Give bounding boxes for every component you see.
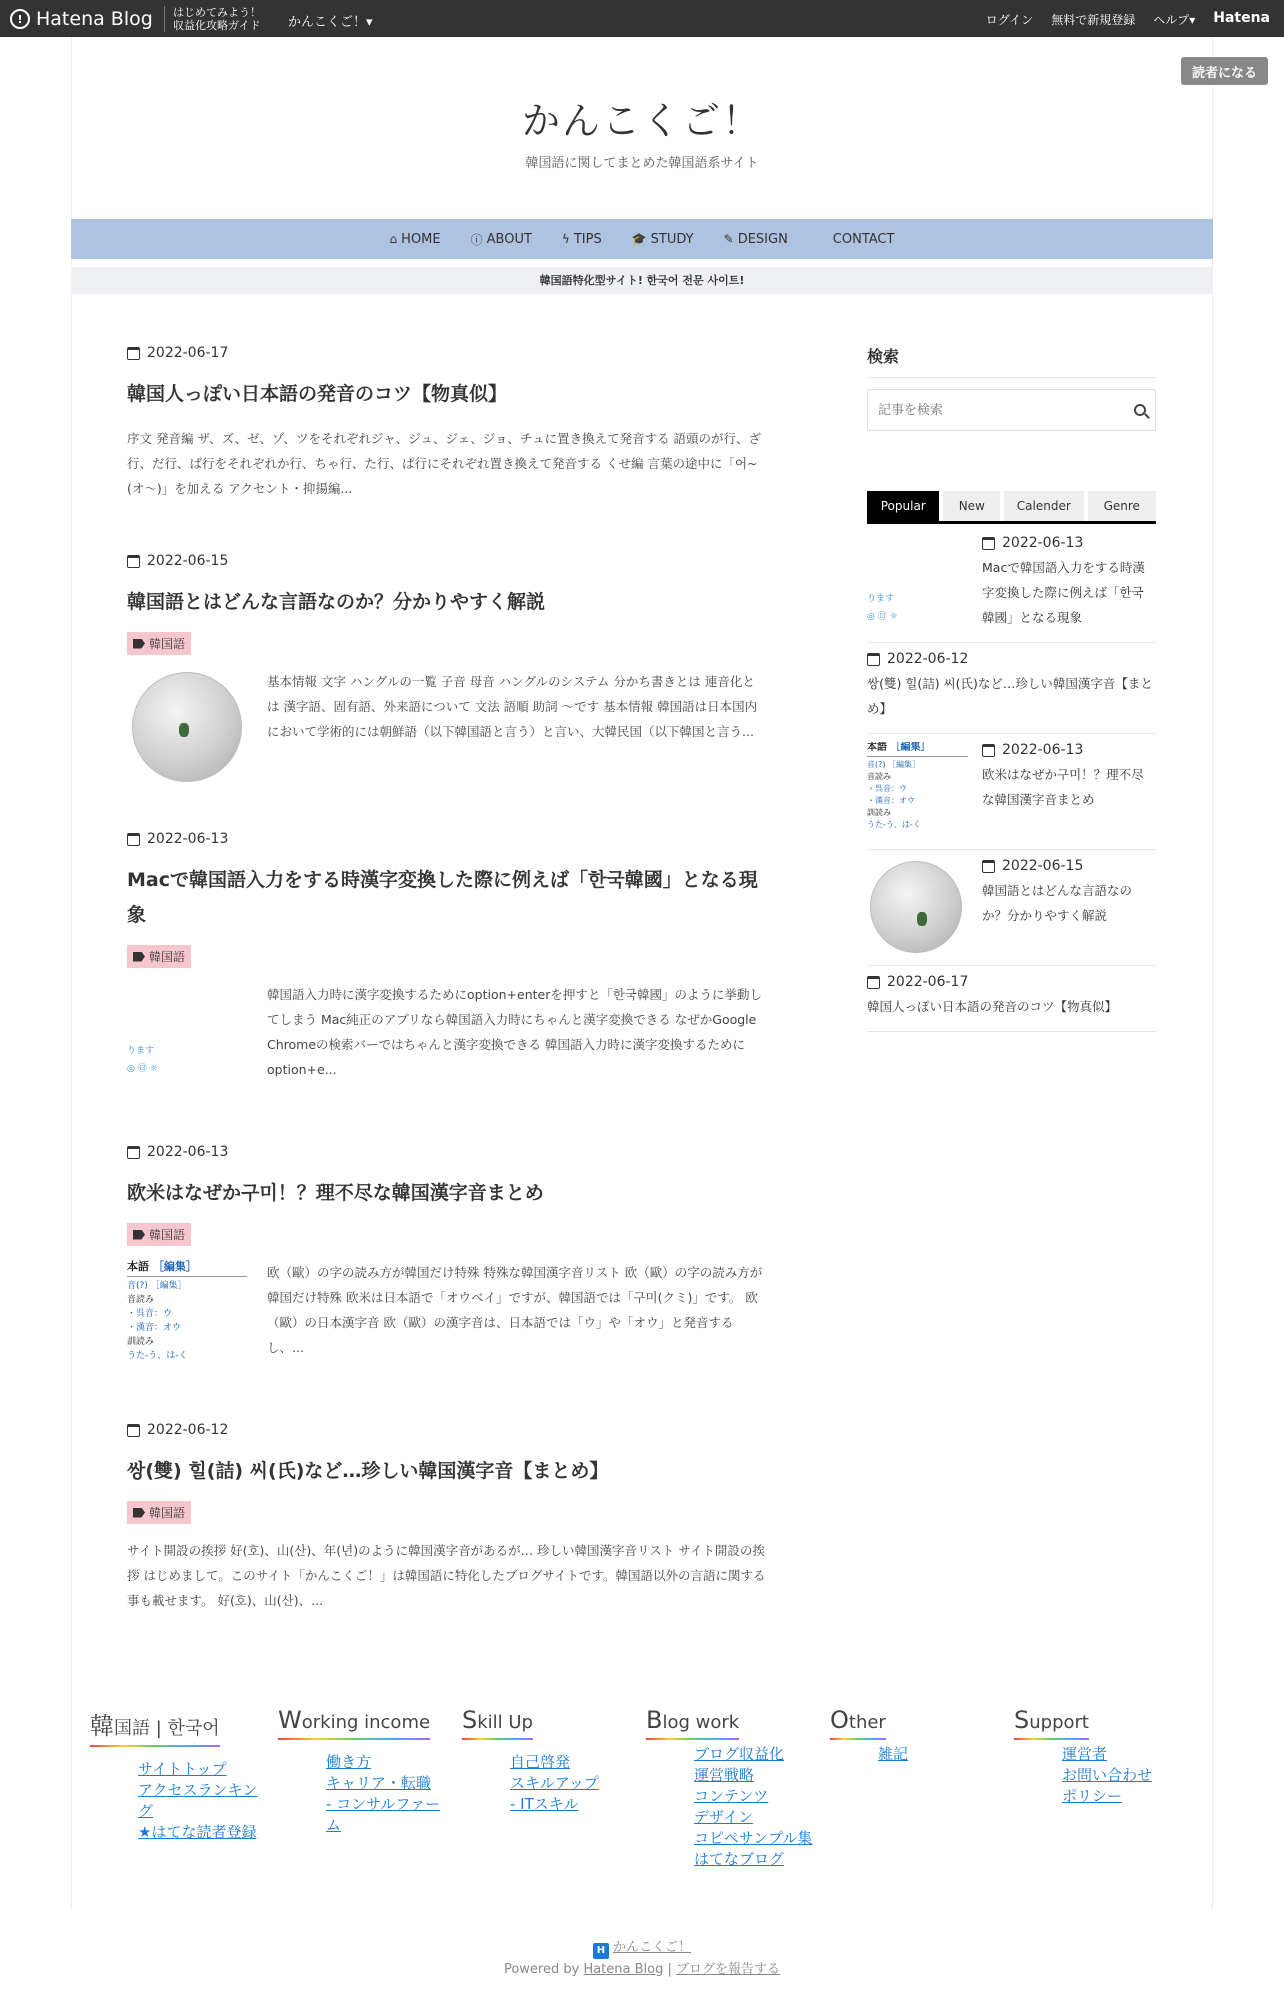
footer-link[interactable]: 運営者 — [1062, 1745, 1108, 1763]
entry-date-text: 2022-06-13 — [147, 831, 229, 847]
calendar-icon — [867, 653, 880, 666]
blog-description: 韓国語に関してまとめた韓国語系サイト — [525, 156, 759, 171]
footer-col-blog-work — [646, 1706, 816, 1870]
nav-design-label: DESIGN — [737, 231, 788, 247]
footer-col-korean — [90, 1706, 260, 1843]
heading-initial: S — [1014, 1706, 1030, 1734]
footer-link[interactable]: 運営戦略 — [694, 1766, 755, 1784]
article-entry — [127, 831, 767, 1092]
popular-date — [867, 651, 1156, 667]
popular-title[interactable]: 韓国語とはどんな言語なのか？分かりやすく解説 — [982, 883, 1133, 923]
home-icon: ⌂ — [389, 232, 398, 246]
popular-list — [867, 527, 1156, 1032]
entry-title[interactable]: 韓国語とはどんな言語なのか？分かりやすく解説 — [127, 591, 546, 613]
entry-date — [127, 831, 767, 847]
footer-blog-link[interactable]: かんこくご！ — [613, 1940, 692, 1955]
guide-line-1: はじめてみよう！ — [173, 6, 261, 19]
search-icon — [1134, 404, 1146, 416]
category-tag[interactable] — [127, 1501, 191, 1524]
thumb-icons: ◎ ⑬ ☼ — [867, 612, 898, 622]
tag-icon — [133, 952, 145, 962]
nav-study-label: STUDY — [650, 231, 694, 247]
heading-rest: kill Up — [477, 1712, 533, 1733]
thumb-icons: ◎ ⑬ ☼ — [127, 1064, 158, 1074]
nav-about-label: ABOUT — [486, 231, 532, 247]
kanji-line: 音(?) ［編集］ — [127, 1281, 187, 1291]
globe-map-image — [870, 861, 962, 953]
entry-date — [127, 1422, 767, 1438]
calendar-icon — [867, 976, 880, 989]
article-entry — [127, 553, 767, 779]
popular-date-text: 2022-06-13 — [1002, 742, 1084, 758]
nav-study[interactable] — [617, 232, 709, 247]
entry-date — [127, 1144, 767, 1160]
footer-link[interactable]: デザイン — [694, 1808, 753, 1826]
heading-rest: log work — [662, 1712, 740, 1733]
entry-date-text: 2022-06-15 — [147, 553, 229, 569]
popular-date-text: 2022-06-15 — [1002, 858, 1084, 874]
entry-title[interactable]: 欧米はなぜか구미！？理不尽な韓国漢字音まとめ — [127, 1182, 544, 1204]
footer-heading — [90, 1706, 220, 1747]
category-tag-label: 韓国語 — [149, 637, 186, 651]
popular-title[interactable]: 韓国人っぽい日本語の発音のコツ【物真似】 — [867, 999, 1118, 1014]
popular-title[interactable]: 欧米はなぜか구미！？理不尽な韓国漢字音まとめ — [982, 767, 1144, 807]
subscribe-button[interactable]: 読者になる — [1181, 57, 1268, 85]
kanji-line: 訓読み — [127, 1337, 155, 1347]
entry-thumbnail[interactable] — [127, 669, 247, 779]
popular-thumbnail — [867, 858, 968, 953]
hatena-blog-logo-text: Hatena Blog — [36, 8, 153, 30]
popular-item[interactable] — [867, 527, 1156, 643]
footer-col-support — [1014, 1706, 1184, 1807]
footer-separator: | — [667, 1962, 672, 1977]
guide-line-2: 収益化攻略ガイド — [173, 19, 261, 32]
thumb-caption: ります — [867, 594, 895, 604]
kanji-doc-thumbnail — [127, 1260, 247, 1363]
popular-date — [982, 858, 1156, 874]
kanji-edit: ［編集］ — [152, 1260, 197, 1273]
entry-thumbnail[interactable] — [127, 982, 247, 1092]
nav-design[interactable] — [709, 232, 803, 247]
hatena-global-header — [0, 0, 1284, 37]
entry-summary: 序文 発音編 ザ、ズ、ゼ、ゾ、ツをそれぞれジャ、ジュ、ジェ、ジョ、チュに置き換えて発音する 語頭のが行、ざ行、だ行、ば行をそれぞれか行、ちゃ行、た行、ぱ行にそれぞれ置き換えて発音する くせ編 言葉の途中に「어~(オ〜)」を加える アクセント・抑揚編... — [127, 431, 762, 496]
article-entry — [127, 1144, 767, 1370]
entry-date — [127, 553, 767, 569]
footer-link[interactable]: - コンサルファーム — [326, 1795, 441, 1834]
heading-rest: 国語 | 한국어 — [114, 1718, 220, 1739]
article-entry — [127, 345, 767, 501]
calendar-icon — [127, 555, 140, 568]
kanji-line: うた-う、は-く — [867, 820, 921, 829]
footer-heading — [646, 1706, 739, 1740]
popular-item[interactable] — [867, 734, 1156, 850]
calendar-icon — [127, 833, 140, 846]
help-dropdown[interactable]: ヘルプ▾ — [1153, 13, 1196, 27]
tag-icon — [133, 639, 145, 649]
entry-date-text: 2022-06-12 — [147, 1422, 229, 1438]
footer-link[interactable]: はてなブログ — [694, 1850, 785, 1868]
report-blog-link[interactable]: ブログを報告する — [676, 1962, 781, 1977]
entry-summary: 欧（歐）の字の読み方が韓国だけ特殊 特殊な韓国漢字音リスト 欧（歐）の字の読み方が韓国だけ特殊 欧米は日本語で「オウベイ」ですが、韓国語では「구미(クミ)」です。 欧（歐）の日本漢字音 欧（歐）の漢字音は、日本語では「ウ」や「オウ」と発音するし、... — [267, 1265, 763, 1355]
popular-date — [867, 974, 1156, 990]
entry-summary: 韓国語入力時に漢字変換するためにoption+enterを押すと「한국韓國」のように挙動してしまう Mac純正のアプリなら韓国語入力時にちゃんと漢字変換できる なぜかGoogle Chromeの検索バーではちゃんと漢字変換できる 韓国語入力時に漢字変換するためにoption+e... — [267, 987, 762, 1077]
nav-tips-label: TIPS — [573, 231, 602, 247]
search-input[interactable] — [868, 390, 1125, 430]
login-link[interactable]: ログイン — [985, 13, 1034, 27]
footer-link[interactable]: キャリア・転職 — [326, 1774, 432, 1792]
hatena-blog-logo[interactable] — [10, 8, 153, 30]
bolt-icon: ϟ — [561, 232, 570, 246]
footer-heading — [1014, 1706, 1089, 1740]
blog-title[interactable]: かんこくご！ — [521, 99, 762, 143]
nav-home[interactable] — [375, 232, 456, 247]
search-heading: 検索 — [867, 344, 1156, 378]
screenshot-thumbnail — [867, 590, 898, 626]
article-entry — [127, 1422, 767, 1613]
kanji-head: 本語 — [127, 1260, 149, 1273]
tab-new[interactable]: New — [943, 491, 1000, 521]
heading-rest: ther — [848, 1712, 886, 1733]
footer-link[interactable]: 自己啓発 — [510, 1753, 571, 1771]
kanji-line: 音(?) ［編集］ — [867, 760, 921, 769]
thumb-caption: ります — [127, 1046, 155, 1056]
heading-rest: upport — [1029, 1712, 1089, 1733]
footer-col-skill-up — [462, 1706, 632, 1815]
popular-title[interactable]: Macで韓国語入力をする時漢字変換した際に例えば「한국韓國」となる現象 — [982, 560, 1145, 625]
category-tag[interactable] — [127, 945, 191, 968]
heading-initial: 韓 — [90, 1712, 114, 1740]
category-tag[interactable] — [127, 632, 191, 655]
nav-home-label: HOME — [401, 231, 441, 247]
popular-item[interactable] — [867, 643, 1156, 734]
footer-link[interactable]: - ITスキル — [510, 1795, 579, 1813]
popular-date-text: 2022-06-17 — [887, 974, 969, 990]
tag-icon — [133, 1508, 145, 1518]
kanji-line: ・呉音：ウ — [867, 784, 907, 793]
site-banner: 韓国語特化型サイト! 한국어 전문 사이트! — [71, 267, 1213, 294]
kanji-doc-thumbnail — [867, 742, 968, 831]
popular-date-text: 2022-06-13 — [1002, 535, 1084, 551]
kanji-line: うた-う、は-く — [127, 1351, 188, 1361]
entry-date-text: 2022-06-13 — [147, 1144, 229, 1160]
popular-date — [982, 742, 1156, 758]
kanji-line: 音読み — [867, 772, 891, 781]
kanji-line: ・漢音：オウ — [867, 796, 915, 805]
footer-powered-by — [0, 1958, 1284, 1977]
footer-link[interactable]: 雑記 — [878, 1745, 909, 1763]
kanji-line: 訓読み — [867, 808, 891, 817]
tab-calender[interactable]: Calender — [1004, 491, 1083, 521]
nav-contact-label: CONTACT — [832, 231, 895, 247]
signup-link[interactable]: 無料で新規登録 — [1051, 13, 1136, 27]
footer-link[interactable]: ポリシー — [1062, 1787, 1123, 1805]
footer-link[interactable]: アクセスランキング — [138, 1781, 258, 1820]
calendar-icon — [982, 537, 995, 550]
entry-title[interactable]: 韓国人っぽい日本語の発音のコツ【物真似】 — [127, 383, 508, 405]
footer-col-other — [830, 1706, 1000, 1765]
kanji-line: ・呉音：ウ — [127, 1309, 173, 1319]
heading-rest: orking income — [301, 1712, 431, 1733]
footer-heading — [462, 1706, 533, 1740]
hatena-blog-link[interactable]: Hatena Blog — [583, 1962, 664, 1977]
tab-popular[interactable]: Popular — [867, 491, 939, 521]
popular-title[interactable]: 쌍(雙) 힐(詰) 씨(氏)など…珍しい韓国漢字音【まとめ】 — [867, 676, 1153, 716]
category-tag-label: 韓国語 — [149, 1506, 186, 1520]
footer-link[interactable]: お問い合わせ — [1062, 1766, 1153, 1784]
calendar-icon — [127, 1424, 140, 1437]
search-button[interactable] — [1125, 404, 1155, 416]
calendar-icon — [127, 1146, 140, 1159]
footer-link[interactable]: スキルアップ — [510, 1774, 599, 1792]
entry-summary: 基本情報 文字 ハングルの一覧 子音 母音 ハングルのシステム 分かち書きとは 連音化とは 漢字語、固有語、外来語について 文法 語順 助詞 〜です 基本情報 韓国語は日本国内において学術的には朝鮮語（以下韓国語と言う）と言い、大韓民国（以下韓国と言う... — [267, 674, 758, 739]
entry-summary: サイト開設の挨拶 好(호)、山(산)、年(년)のように韓国漢字音があるが… 珍しい韓国漢字音リスト サイト開設の挨拶 はじめまして。このサイト「かんこくご！」は韓国語に特化したブログサイトです。韓国語以外の言語に関する事も載せます。 好(호)、山(산)、... — [127, 1543, 766, 1608]
blog-selector-dropdown[interactable]: かんこくご！▾ — [288, 15, 373, 30]
entry-title[interactable]: Macで韓国語入力をする時漢字変換した際に例えば「한국韓國」となる現象 — [127, 869, 758, 926]
popular-thumbnail — [867, 535, 968, 630]
kanji-edit: ［編集］ — [890, 742, 931, 753]
search-box — [867, 389, 1156, 431]
footer-link[interactable]: ★はてな読者登録 — [138, 1823, 257, 1841]
heading-initial: S — [462, 1706, 478, 1734]
category-tag-label: 韓国語 — [149, 950, 186, 964]
graduation-cap-icon: 🎓 — [631, 232, 647, 246]
footer-link[interactable]: 働き方 — [326, 1753, 372, 1771]
calendar-icon — [982, 860, 995, 873]
popular-item[interactable] — [867, 850, 1156, 966]
entry-thumbnail[interactable] — [127, 1260, 247, 1370]
powered-by-text: Powered by — [503, 1962, 580, 1977]
heading-initial: W — [278, 1706, 302, 1734]
footer-heading — [830, 1706, 886, 1740]
popular-date — [982, 535, 1156, 551]
hatena-blog-icon: H — [593, 1943, 609, 1959]
footer-heading — [278, 1706, 430, 1740]
nav-tips[interactable] — [547, 232, 617, 247]
footer-link[interactable]: コピペサンプル集 — [694, 1829, 813, 1847]
tab-genre[interactable]: Genre — [1088, 491, 1157, 521]
heading-initial: B — [646, 1706, 663, 1734]
calendar-icon — [982, 744, 995, 757]
screenshot-thumbnail — [127, 1042, 158, 1078]
wrench-icon: ✎ — [723, 232, 734, 246]
popular-date-text: 2022-06-12 — [887, 651, 969, 667]
global-nav — [71, 219, 1213, 259]
nav-contact[interactable] — [803, 232, 910, 247]
entry-date-text: 2022-06-17 — [147, 345, 229, 361]
popular-thumbnail — [867, 742, 968, 837]
kanji-head: 本語 — [867, 742, 887, 753]
category-tag[interactable] — [127, 1223, 191, 1246]
globe-map-image — [132, 672, 242, 782]
sidebar-tabs — [867, 491, 1156, 524]
kanji-line: 音読み — [127, 1295, 155, 1305]
hatena-logo-icon: ! — [10, 9, 30, 29]
heading-initial: O — [830, 1706, 849, 1734]
kanji-line: ・漢音：オウ — [127, 1323, 182, 1333]
entry-date — [127, 345, 767, 361]
footer-blog-name — [0, 1936, 1284, 1959]
entry-title[interactable]: 쌍(雙) 힐(詰) 씨(氏)など…珍しい韓国漢字音【まとめ】 — [127, 1460, 609, 1482]
footer-col-working-income — [278, 1706, 448, 1836]
footer-link[interactable]: コンテンツ — [694, 1787, 769, 1805]
nav-about[interactable] — [456, 231, 547, 248]
footer-link[interactable]: サイトトップ — [138, 1760, 227, 1778]
footer-link[interactable]: ブログ収益化 — [694, 1745, 785, 1763]
popular-item[interactable] — [867, 966, 1156, 1032]
hatena-link[interactable]: Hatena — [1213, 10, 1270, 26]
monetize-guide-link[interactable] — [164, 6, 261, 32]
calendar-icon — [127, 347, 140, 360]
info-icon: ⓘ — [470, 232, 483, 247]
category-tag-label: 韓国語 — [149, 1228, 186, 1242]
tag-icon — [133, 1230, 145, 1240]
